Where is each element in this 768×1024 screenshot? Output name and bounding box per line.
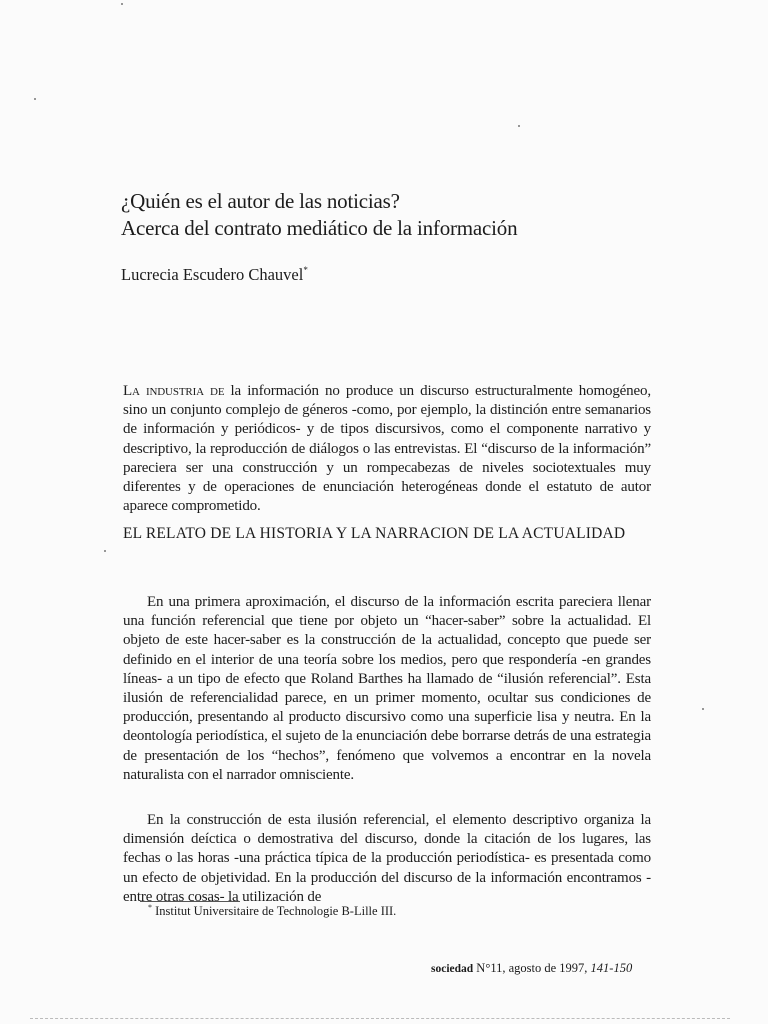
intro-lead-smallcaps: La industria de <box>123 383 225 399</box>
scan-speck <box>121 3 123 5</box>
scan-edge-line <box>30 1018 730 1019</box>
intro-text: la información no produce un discurso estructuralmente homogéneo, sino un conjunto complejo de géneros -como, por ejemplo, la distinción entre semanarios de información y periódicos- y de tipos discursivos, como el componente narrativo y descriptivo, la reproducción de diálogos o las entrevistas. El “discurso de la información” pareciera ser una construcción y un rompecabezas de niveles sociotextuales muy diferentes y de operaciones de enunciación heterogéneas donde el estatuto de autor aparece comprometido. <box>123 383 651 515</box>
footnote <box>148 903 396 919</box>
article-title-line-2: Acerca del contrato mediático de la información <box>121 216 518 240</box>
footnote-divider <box>140 901 240 902</box>
journal-pages: 141-150 <box>590 961 633 975</box>
footnote-text: Institut Universitaire de Technologie B-Lille III. <box>152 904 397 918</box>
journal-name: sociedad <box>431 963 474 975</box>
author-footnote-mark: * <box>303 265 308 275</box>
article-author <box>121 265 308 285</box>
footnote-mark: * <box>148 903 152 912</box>
section-heading: EL RELATO DE LA HISTORIA Y LA NARRACION DE LA ACTUALIDAD <box>123 525 626 542</box>
scan-speck <box>518 125 520 127</box>
scan-speck <box>104 550 106 552</box>
journal-issue: N°11, agosto de 1997, <box>473 961 591 975</box>
body-paragraph-1: En una primera aproximación, el discurso de la información escrita pareciera llenar una función referencial que tiene por objeto un “hacer-saber” sobre la actualidad. El objeto de este hacer-saber es la construcción de la actualidad, concepto que puede ser definido en el interior de una teoría sobre los medios, pero que respondería -en grandes líneas- a un tipo de efecto que Roland Barthes ha llamado de “ilusión referencial”. Esta ilusión de referencialidad parece, en un primer momento, ocultar sus condiciones de producción, presentando al producto discursivo como una superficie lisa y neutra. En la deontología periodística, el sujeto de la enunciación debe borrarse detrás de una estrategia de presentación de los “hechos”, fenómeno que volvemos a encontrar en la novela naturalista con el narrador omnisciente. <box>123 594 651 783</box>
scan-speck <box>702 708 704 710</box>
journal-citation <box>431 961 632 976</box>
body-paragraph-2: En la construcción de esta ilusión referencial, el elemento descriptivo organiza la dimensión deíctica o demostrativa del discurso, donde la citación de los lugares, las fechas o las horas -una práctica típica de la producción periodística- es presentada como un efecto de objetividad. En la producción del discurso de la información encontramos -entre otras cosas- la utilización de <box>123 812 651 905</box>
intro-paragraph <box>123 382 651 516</box>
article-title <box>121 188 517 242</box>
article-title-line-1: ¿Quién es el autor de las noticias? <box>121 189 400 213</box>
author-name: Lucrecia Escudero Chauvel <box>121 265 304 284</box>
scan-speck <box>34 98 36 100</box>
